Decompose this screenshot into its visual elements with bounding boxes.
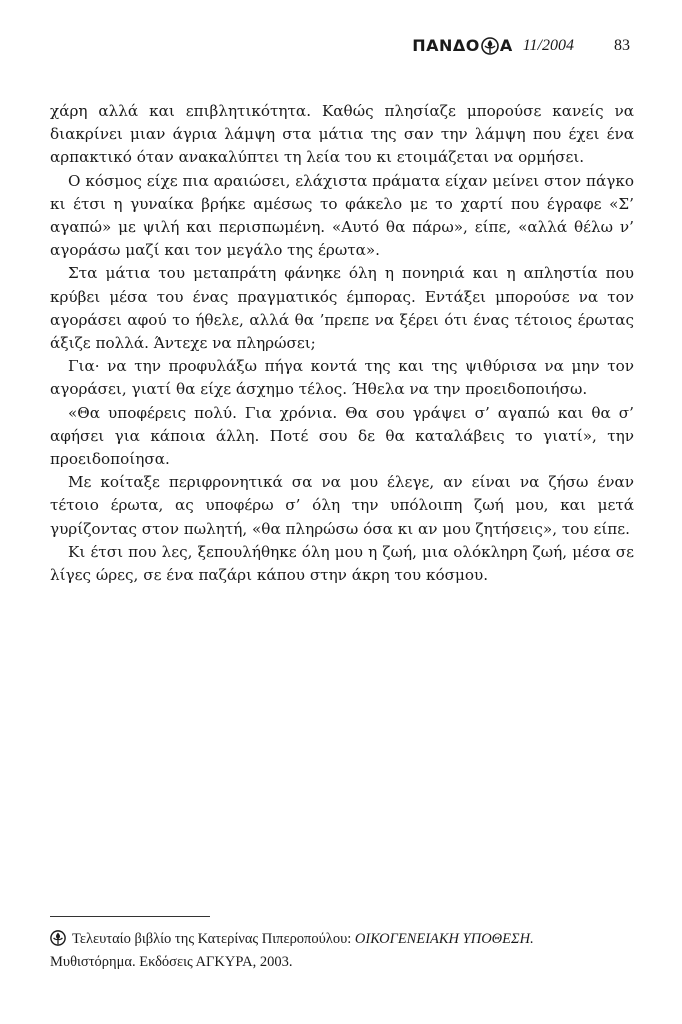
brand-text-right: Α [499, 36, 513, 55]
page-number: 83 [614, 36, 630, 54]
issue-number: 11/2004 [522, 36, 574, 54]
paragraph: Ο κόσμος είχε πια αραιώσει, ελάχιστα πράματα είχαν μείνει στον πάγκο κι έτσι η γυναίκα βρήκε αμέσως το φάκελο με το χαρτί που έγραφε «Σ’ αγαπώ» με ψιλή και περισπωμένη. «Αυτό θα πάρω», είπε, «αλλά θέλω ν’ αγοράσω μαζί και τον μεγάλο της έρωτα». [50, 171, 634, 260]
paragraph: Με κοίταξε περιφρονητικά σα να μου έλεγε, αν είναι να ζήσω έναν τέτοιο έρωτα, ας υποφέρω σ’ όλη την υπόλοιπη ζωή μου, και μετά γυρίζοντας στον πωλητή, «θα πληρώσω όσα κι αν μου ζητήσεις», του είπε. [50, 473, 634, 538]
article-body [50, 100, 634, 587]
footnote-text: Τελευταίο βιβλίο της Κατερίνας Πιπεροπούλου: [72, 931, 355, 947]
pandora-flower-icon [481, 37, 499, 55]
footnote-book-title: ΟΙΚΟΓΕΝΕΙΑΚΗ ΥΠΟΘΕΣΗ. [354, 931, 534, 947]
footnote [50, 928, 650, 974]
footnote-line-2: Μυθιστόρημα. Εκδόσεις ΑΓΚΥΡΑ, 2003. [50, 954, 293, 970]
page-header [412, 36, 630, 55]
footnote-line-1 [50, 928, 650, 951]
paragraph: Κι έτσι που λες, ξεπουλήθηκε όλη μου η ζωή, μια ολόκληρη ζωή, μέσα σε λίγες ώρες, σε ένα παζάρι κάπου στην άκρη του κόσμου. [50, 542, 634, 585]
brand-text-left: ΠΑΝΔΟ [412, 36, 480, 55]
pandora-flower-icon [50, 930, 66, 946]
paragraph: Για· να την προφυλάξω πήγα κοντά της και της ψιθύρισα να μην τον αγοράσει, γιατί θα είχε άσχημο τέλος. Ήθελα να την προειδοποιήσω. [50, 357, 634, 399]
magazine-brand [412, 36, 513, 55]
paragraph: «Θα υποφέρεις πολύ. Για χρόνια. Θα σου γράψει σ’ αγαπώ και θα σ’ αφήσει για κάποια άλλη. Ποτέ σου δε θα καταλάβεις το γιατί», την προειδοποίησα. [50, 403, 634, 469]
paragraph: Στα μάτια του μεταπράτη φάνηκε όλη η πονηριά και η απληστία που κρύβει μέσα του ένας πραγματικός έμπορας. Εντάξει μπορούσε να τον αγοράσει αφού το ήθελε, αλλά θα ’πρεπε να ξέρει ότι ένας τέτοιος έρωτας άξιζε πολλά. Άντεχε να πληρώσει; [50, 264, 634, 353]
footnote-divider [50, 916, 210, 917]
paragraph: χάρη αλλά και επιβλητικότητα. Καθώς πλησίαζε μπορούσε κανείς να διακρίνει μιαν άγρια λάμψη στα μάτια της σαν την λάμψη που έχει ένα αρπακτικό όταν ανακαλύπτει τη λεία του κι ετοιμάζεται να ορμήσει. [50, 102, 634, 167]
